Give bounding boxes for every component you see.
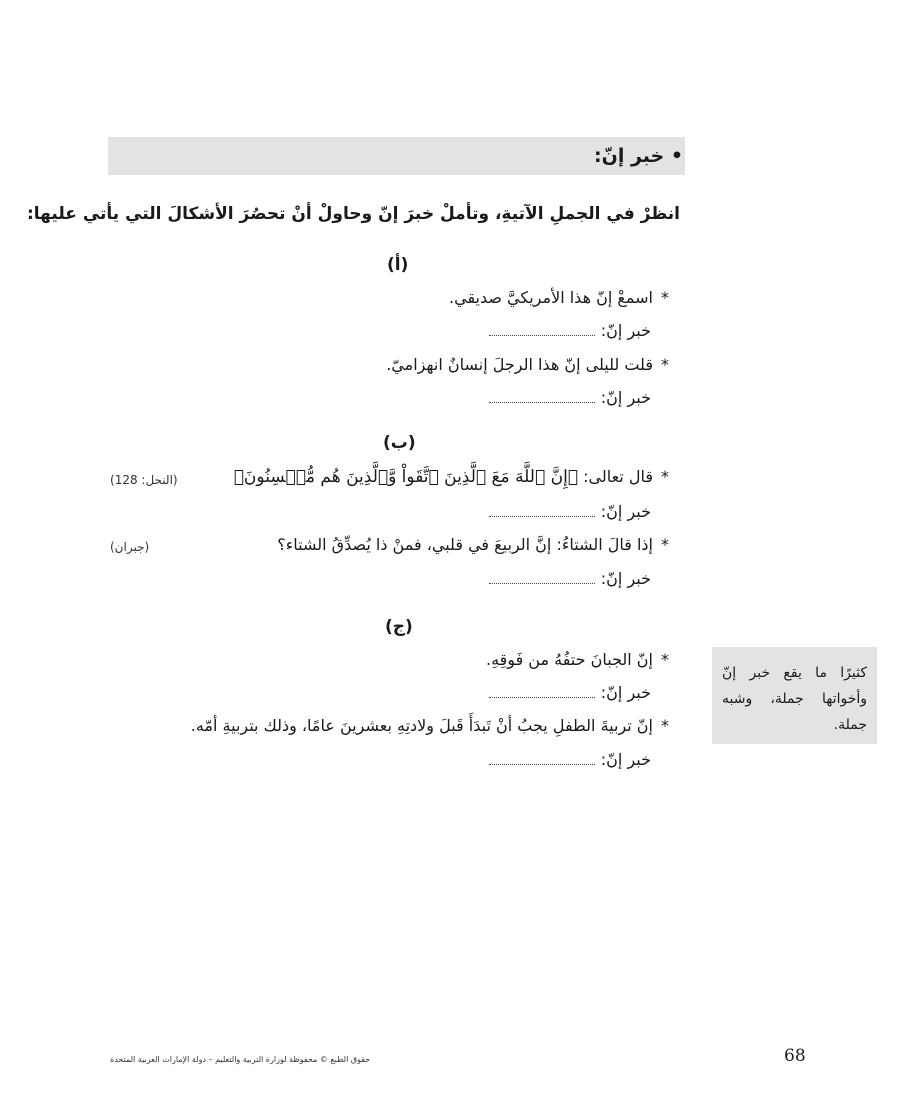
sentence-text: إنّ تربيةَ الطفلِ يجبُ أنْ تَبدَأَ قَبلَ ولادتِهِ بعشرينَ عامًا، وذلك بتربيةِ أمّه. (190, 716, 653, 735)
source-reference: (جبران) (110, 540, 150, 554)
answer-blank[interactable] (489, 335, 595, 336)
bullet-star: * (661, 716, 669, 735)
bullet-star: * (661, 288, 669, 307)
example-sentence (277, 535, 669, 554)
answer-label: خبر إنّ: (600, 683, 651, 702)
sentence-prefix: قال تعالى: (583, 467, 653, 486)
sentence-text: قلت لليلى إنّ هذا الرجلَ إنسانٌ انهزاميّ. (386, 355, 653, 374)
example-sentence (234, 467, 669, 487)
answer-label: خبر إنّ: (600, 750, 651, 769)
sentence-text: إنّ الجبانَ حتفُهُ من فَوقِهِ. (485, 650, 653, 669)
sentence-text: إذا قالَ الشتاءُ: إنَّ الربيعَ في قلبي، فمنْ ذا يُصدِّقُ الشتاء؟ (277, 535, 653, 554)
instruction-text: انظرْ في الجملِ الآتيةِ، وتأملْ خبرَ إنّ وحاولْ أنْ تحصُرَ الأشكالَ التي يأتي عليها: (27, 204, 680, 224)
side-note: كثيرًا ما يقع خبر إنّ وأخواتها جملة، وشبه جملة. (712, 647, 877, 744)
bullet-star: * (661, 650, 669, 669)
answer-blank[interactable] (489, 583, 595, 584)
answer-label: خبر إنّ: (600, 569, 651, 588)
answer-label: خبر إنّ: (600, 502, 651, 521)
answer-blank[interactable] (489, 697, 595, 698)
answer-line (489, 502, 651, 521)
answer-label: خبر إنّ: (600, 388, 651, 407)
answer-line (489, 388, 651, 407)
answer-line (489, 569, 651, 588)
answer-label: خبر إنّ: (600, 321, 651, 340)
answer-blank[interactable] (489, 764, 595, 765)
example-sentence (449, 288, 669, 307)
answer-blank[interactable] (489, 516, 595, 517)
page-number: 68 (784, 1046, 806, 1066)
section-label-a: (أ) (387, 255, 409, 275)
bullet-star: * (661, 535, 669, 554)
section-title: • خبر إنّ: (594, 145, 683, 167)
example-sentence (386, 355, 669, 374)
source-reference: (النحل: 128) (110, 473, 178, 487)
quran-verse: ﴿إِنَّ ٱللَّهَ مَعَ ٱلَّذِينَ ٱتَّقَواْ وَّٱلَّذِينَ هُم مُّحۡسِنُونَ﴾ (233, 467, 579, 487)
section-label-c: (ج) (385, 617, 413, 637)
example-sentence (486, 650, 669, 669)
bullet-star: * (661, 355, 669, 374)
answer-line (489, 750, 651, 769)
sentence-text: اسمعْ إنّ هذا الأمريكيَّ صديقي. (449, 288, 653, 307)
answer-line (489, 683, 651, 702)
bullet-star: * (661, 467, 669, 486)
copyright-notice: حقوق الطبع © محفوظة لوزارة التربية والتعليم – دولة الإمارات العربية المتحدة (110, 1055, 371, 1064)
answer-line (489, 321, 651, 340)
example-sentence (191, 716, 669, 735)
section-label-b: (ب) (383, 433, 416, 453)
answer-blank[interactable] (489, 402, 595, 403)
